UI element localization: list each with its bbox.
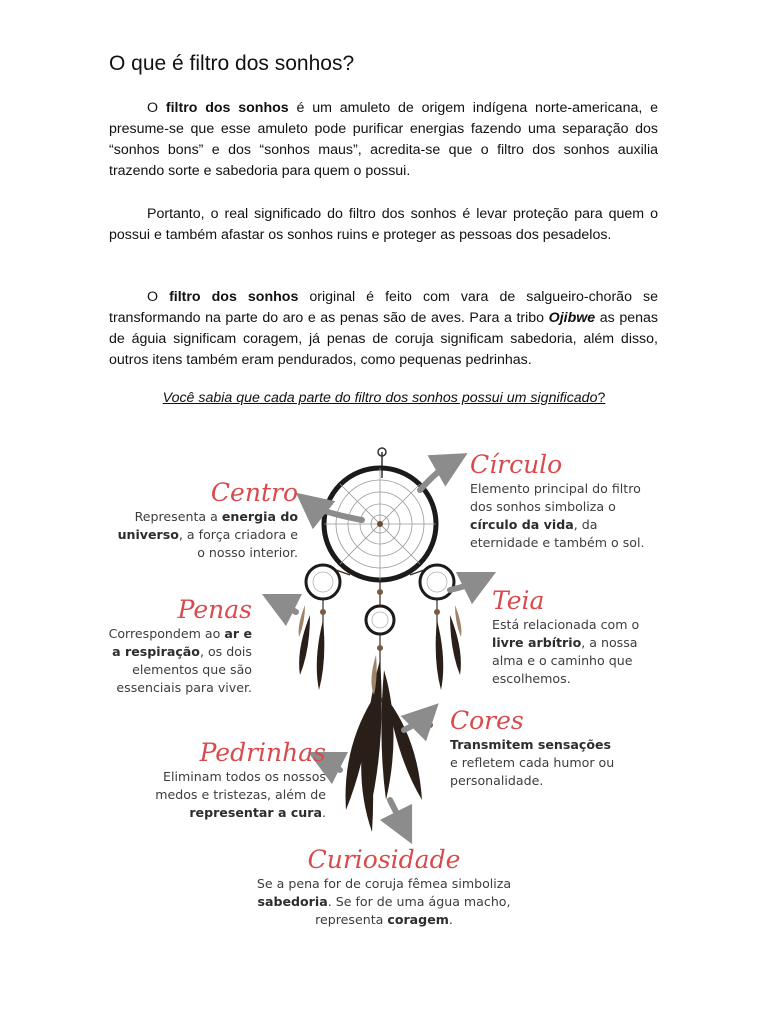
right-hoop: [420, 565, 454, 599]
info-circulo-text: Elemento principal do filtro dos sonhos simboliza o círculo da vida, da eternidade e também o sol.: [470, 481, 645, 550]
arrow-cores: [404, 716, 426, 730]
info-pedrinhas-text: Eliminam todos os nossos medos e tristezas, além de representar a cura.: [155, 769, 326, 820]
info-teia-text: Está relacionada com o livre arbítrio, a nossa alma e o caminho que escolhemos.: [492, 617, 640, 686]
arrow-penas: [278, 602, 296, 612]
info-penas-title: Penas: [177, 595, 252, 624]
info-curiosidade: [246, 845, 522, 929]
arrow-circulo: [420, 462, 452, 490]
info-cores: [450, 706, 620, 790]
info-centro-title: Centro: [210, 478, 298, 507]
page-title: O que é filtro dos sonhos?: [109, 52, 355, 75]
arrow-pedrinhas: [324, 760, 340, 770]
paragraph-meaning: Portanto, o real significado do filtro dos sonhos é levar proteção para quem o possui e também afastar os sonhos ruins e proteger as pessoas dos pesadelos.: [109, 206, 658, 243]
info-centro: [112, 478, 298, 562]
paragraph-intro: O filtro dos sonhos é um amuleto de origem indígena norte-americana, e presume-se que esse amuleto pode purificar energias fazendo uma separação dos “sonhos bons” e dos “sonhos maus”, acredita-se que o filtro dos sonhos auxilia trazendo sorte e sabedoria para quem o possui.: [109, 100, 659, 179]
info-circulo-title: Círculo: [470, 450, 563, 479]
question-line: Você sabia que cada parte do filtro dos sonhos possui um significado?: [162, 390, 606, 406]
info-penas-text: Correspondem ao ar e a respiração, os dois elementos que são essenciais para viver.: [108, 626, 252, 695]
paragraph-origin: O filtro dos sonhos original é feito com vara de salgueiro-chorão se transformando na parte do aro e as penas são de aves. Para a tribo Ojibwe as penas de águia significam coragem, já penas de coruja significam sabedoria, além disso, outros itens também eram pendurados, como pequenas pedrinhas.: [109, 289, 659, 368]
center-hoop: [366, 606, 394, 634]
info-penas: [100, 595, 252, 697]
info-pedrinhas: [140, 738, 326, 822]
info-teia-title: Teia: [492, 586, 545, 615]
left-hoop: [306, 565, 340, 599]
info-pedrinhas-title: Pedrinhas: [199, 738, 326, 767]
arrow-centro: [310, 504, 362, 520]
info-centro-text: Representa a energia do universo, a força criadora e o nosso interior.: [117, 509, 298, 560]
arrow-curiosidade: [390, 800, 404, 828]
info-cores-title: Cores: [450, 706, 524, 735]
info-cores-text: Transmitem sensações e refletem cada humor ou personalidade.: [450, 737, 615, 788]
info-circulo: [470, 450, 660, 552]
info-curiosidade-title: Curiosidade: [307, 845, 461, 874]
info-curiosidade-text: Se a pena for de coruja fêmea simboliza sabedoria. Se for de uma água macho, representa coragem.: [256, 876, 512, 927]
info-teia: [492, 586, 652, 688]
